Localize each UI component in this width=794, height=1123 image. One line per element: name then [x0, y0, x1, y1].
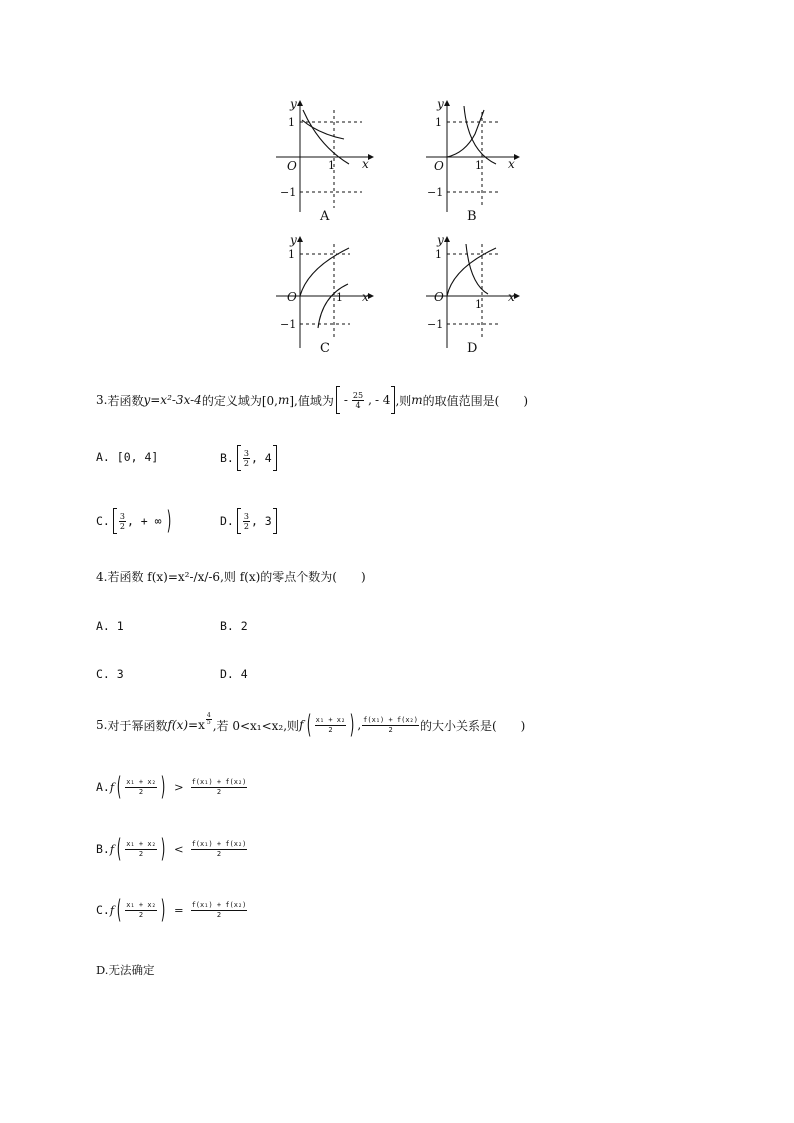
svg-text:x: x — [508, 290, 515, 304]
svg-text:1: 1 — [328, 159, 335, 172]
svg-text:O: O — [434, 159, 444, 173]
q3-option-a[interactable]: A. [0, 4] — [96, 450, 159, 464]
q5-option-c[interactable]: C. f ( $\frac{\text{x₁ + x₂}}{2}$ ) = $\frac{\text{f(x₁) + f(x₂)}}{2}$ — [96, 895, 247, 925]
graph-a — [274, 96, 384, 226]
graph-label-d: D — [467, 341, 478, 356]
graph-label-a: A — [320, 209, 330, 224]
graph-label-b: B — [467, 209, 477, 224]
svg-text:O: O — [434, 290, 444, 304]
q4-option-a[interactable]: A. 1 — [96, 619, 124, 633]
svg-text:x: x — [508, 157, 515, 171]
q5-option-b[interactable]: B. f ( $\frac{\text{x₁ + x₂}}{2}$ ) < $\frac{\text{f(x₁) + f(x₂)}}{2}$ — [96, 834, 247, 864]
graph-c — [274, 228, 384, 358]
svg-text:y: y — [437, 97, 444, 111]
svg-text:y: y — [290, 233, 297, 247]
svg-text:−1: −1 — [427, 318, 444, 331]
svg-text:−1: −1 — [280, 186, 297, 199]
svg-text:x: x — [362, 290, 369, 304]
q4-option-c[interactable]: C. 3 — [96, 667, 124, 681]
svg-text:−1: −1 — [280, 318, 297, 331]
q3-option-c[interactable]: C. $\frac{3}{2}$ , + ∞ ) — [96, 506, 171, 536]
svg-text:O: O — [287, 290, 297, 304]
graph-d — [420, 228, 530, 358]
svg-text:1: 1 — [475, 159, 482, 172]
svg-text:1: 1 — [435, 116, 442, 129]
svg-text:1: 1 — [288, 116, 295, 129]
q4-option-b[interactable]: B. 2 — [220, 619, 248, 633]
question-3: 3. 若函数 y=x²-3x-4 的定义域为[0, m ],值域为 - $\frac{25}{4}$ , - 4 ,则 m 的取值范围是( ) — [96, 386, 528, 414]
q4-option-d[interactable]: D. 4 — [220, 667, 248, 681]
origin-label: O — [287, 159, 297, 173]
question-4: 4.若函数 f(x)=x²-/x/-6,则 f(x)的零点个数为( ) — [96, 570, 366, 584]
svg-text:y: y — [437, 233, 444, 247]
y-axis-label: y — [290, 97, 297, 111]
svg-text:−1: −1 — [427, 186, 444, 199]
q3-option-d[interactable]: D. $\frac{3}{2}$ , 3 — [220, 508, 277, 534]
graph-label-c: C — [320, 341, 330, 356]
x-axis-label: x — [362, 157, 369, 171]
q3-option-b[interactable]: B. $\frac{3}{2}$ , 4 — [220, 445, 277, 471]
svg-text:1: 1 — [475, 298, 482, 311]
svg-text:1: 1 — [435, 248, 442, 261]
question-5: 5. 对于幂函数 f(x) =x $\frac{4}{5}$ ,若 0<x₁<x₂,则 f ( $\frac{\text{x₁ + x₂}}{2}$ ) , $\frac{\text{f(x₁) + f(x₂)}}{2}$ 的大小关系是( ) — [96, 710, 526, 740]
svg-text:1: 1 — [336, 291, 343, 304]
graph-b — [420, 96, 530, 226]
svg-text:1: 1 — [288, 248, 295, 261]
q5-option-a[interactable]: A. f ( $\frac{\text{x₁ + x₂}}{2}$ ) > $\frac{\text{f(x₁) + f(x₂)}}{2}$ — [96, 772, 247, 802]
q5-option-d[interactable]: D.无法确定 — [96, 963, 155, 977]
